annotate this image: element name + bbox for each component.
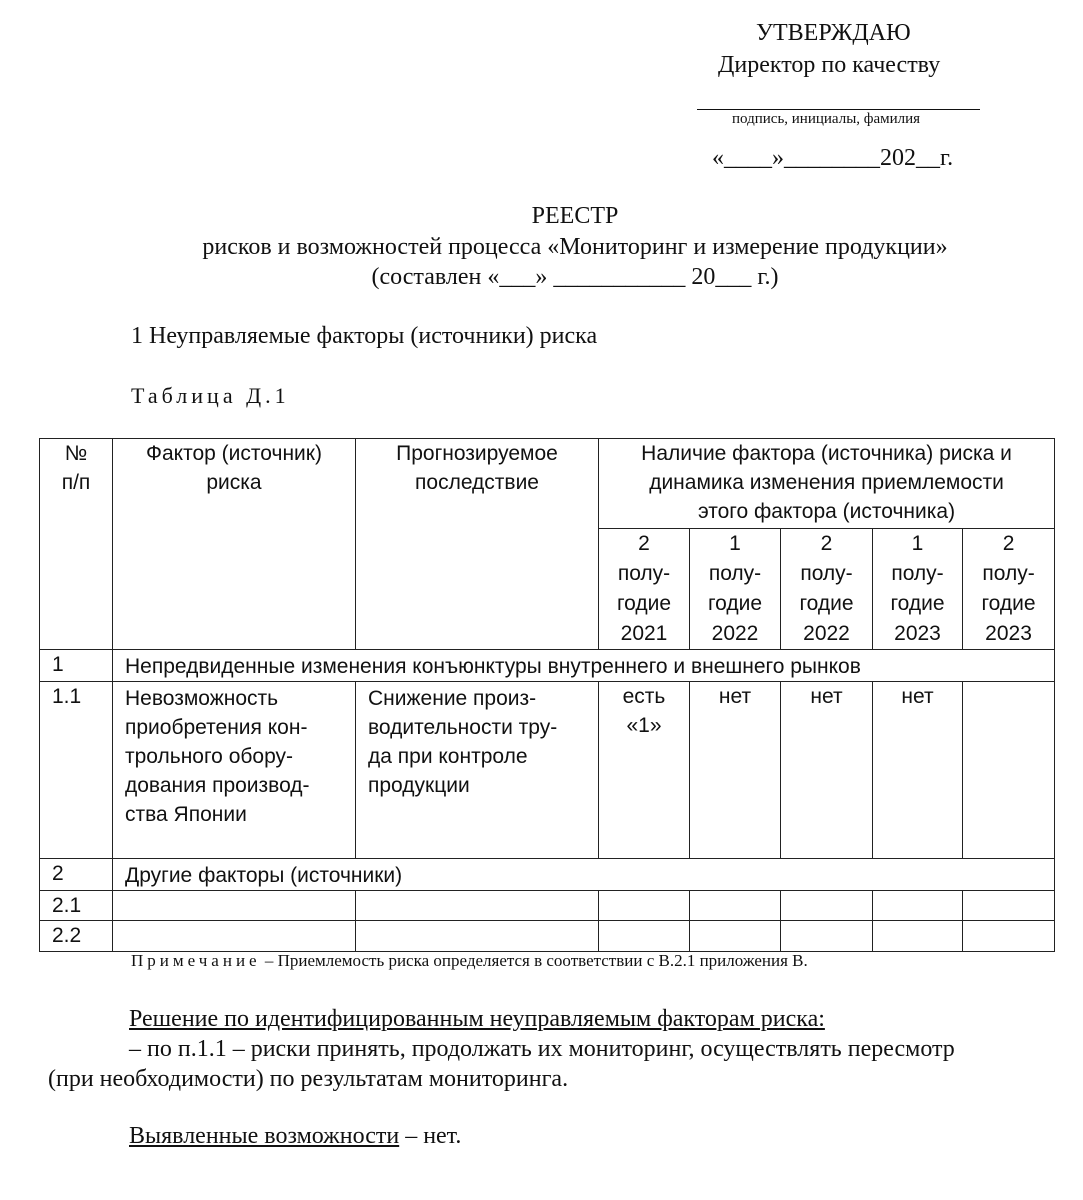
note-label: Примечание <box>131 951 261 970</box>
register-title: РЕЕСТР <box>531 203 619 229</box>
empty-cell <box>356 891 599 921</box>
empty-cell <box>781 891 873 921</box>
group-num: 2 <box>40 859 113 891</box>
period-header: 2 полу- годие 2023 <box>963 529 1055 650</box>
header-factor: Фактор (источник) риска <box>113 439 356 650</box>
header-presence: Наличие фактора (источника) риска и динамика изменения приемлемости этого фактора (источника) <box>599 439 1055 529</box>
value-cell: нет <box>690 682 781 859</box>
empty-cell <box>113 921 356 952</box>
empty-cell <box>873 921 963 952</box>
opportunities <box>129 1123 461 1150</box>
signature-line <box>697 109 980 110</box>
group-label: Непредвиденные изменения конъюнктуры внутреннего и внешнего рынков <box>113 650 1055 682</box>
factor-cell: Невозможность приобретения кон- трольного обору- дования производ- ства Японии <box>113 682 356 859</box>
signature-caption: подпись, инициалы, фамилия <box>732 111 921 127</box>
consequence-cell: Снижение произ- водительности тру- да при контроле продукции <box>356 682 599 859</box>
opportunities-label: Выявленные возможности <box>129 1123 400 1149</box>
empty-cell <box>356 921 599 952</box>
header-num: № п/п <box>40 439 113 650</box>
risk-table <box>39 438 1055 952</box>
empty-cell <box>599 891 690 921</box>
register-subtitle: рисков и возможностей процесса «Мониторинг и измерение продукции» <box>202 234 948 260</box>
decision-line-2: (при необходимости) по результатам мониторинга. <box>48 1066 569 1092</box>
row-num: 1.1 <box>40 682 113 859</box>
row-num: 2.1 <box>40 891 113 921</box>
empty-cell <box>781 921 873 952</box>
note-text: – Приемлемость риска определяется в соответствии с В.2.1 приложения В. <box>260 951 808 970</box>
empty-cell <box>873 891 963 921</box>
table-note <box>131 951 808 971</box>
approval-date: «____»________202__г. <box>712 145 954 171</box>
opportunities-value: – нет. <box>399 1123 462 1149</box>
period-header: 1 полу- годие 2022 <box>690 529 781 650</box>
value-cell: есть «1» <box>599 682 690 859</box>
approval-role: Директор по качеству <box>718 52 941 78</box>
row-num: 2.2 <box>40 921 113 952</box>
value-cell <box>963 682 1055 859</box>
decision-line-1: – по п.1.1 – риски принять, продолжать их мониторинг, осуществлять пересмотр <box>129 1036 955 1062</box>
empty-cell <box>690 891 781 921</box>
period-header: 2 полу- годие 2022 <box>781 529 873 650</box>
period-header: 2 полу- годие 2021 <box>599 529 690 650</box>
empty-cell <box>599 921 690 952</box>
decision-heading: Решение по идентифицированным неуправляемым факторам риска: <box>129 1006 825 1032</box>
table-label: Таблица Д.1 <box>131 383 290 408</box>
empty-cell <box>963 891 1055 921</box>
period-header: 1 полу- годие 2023 <box>873 529 963 650</box>
value-cell: нет <box>873 682 963 859</box>
approval-title: УТВЕРЖДАЮ <box>756 20 911 46</box>
empty-cell <box>113 891 356 921</box>
section-heading: 1 Неуправляемые факторы (источники) риска <box>131 323 598 349</box>
value-cell: нет <box>781 682 873 859</box>
register-compiled-date: (составлен «___» ___________ 20___ г.) <box>371 264 779 290</box>
group-num: 1 <box>40 650 113 682</box>
empty-cell <box>963 921 1055 952</box>
group-label: Другие факторы (источники) <box>113 859 1055 891</box>
header-consequence: Прогнозируемое последствие <box>356 439 599 650</box>
empty-cell <box>690 921 781 952</box>
